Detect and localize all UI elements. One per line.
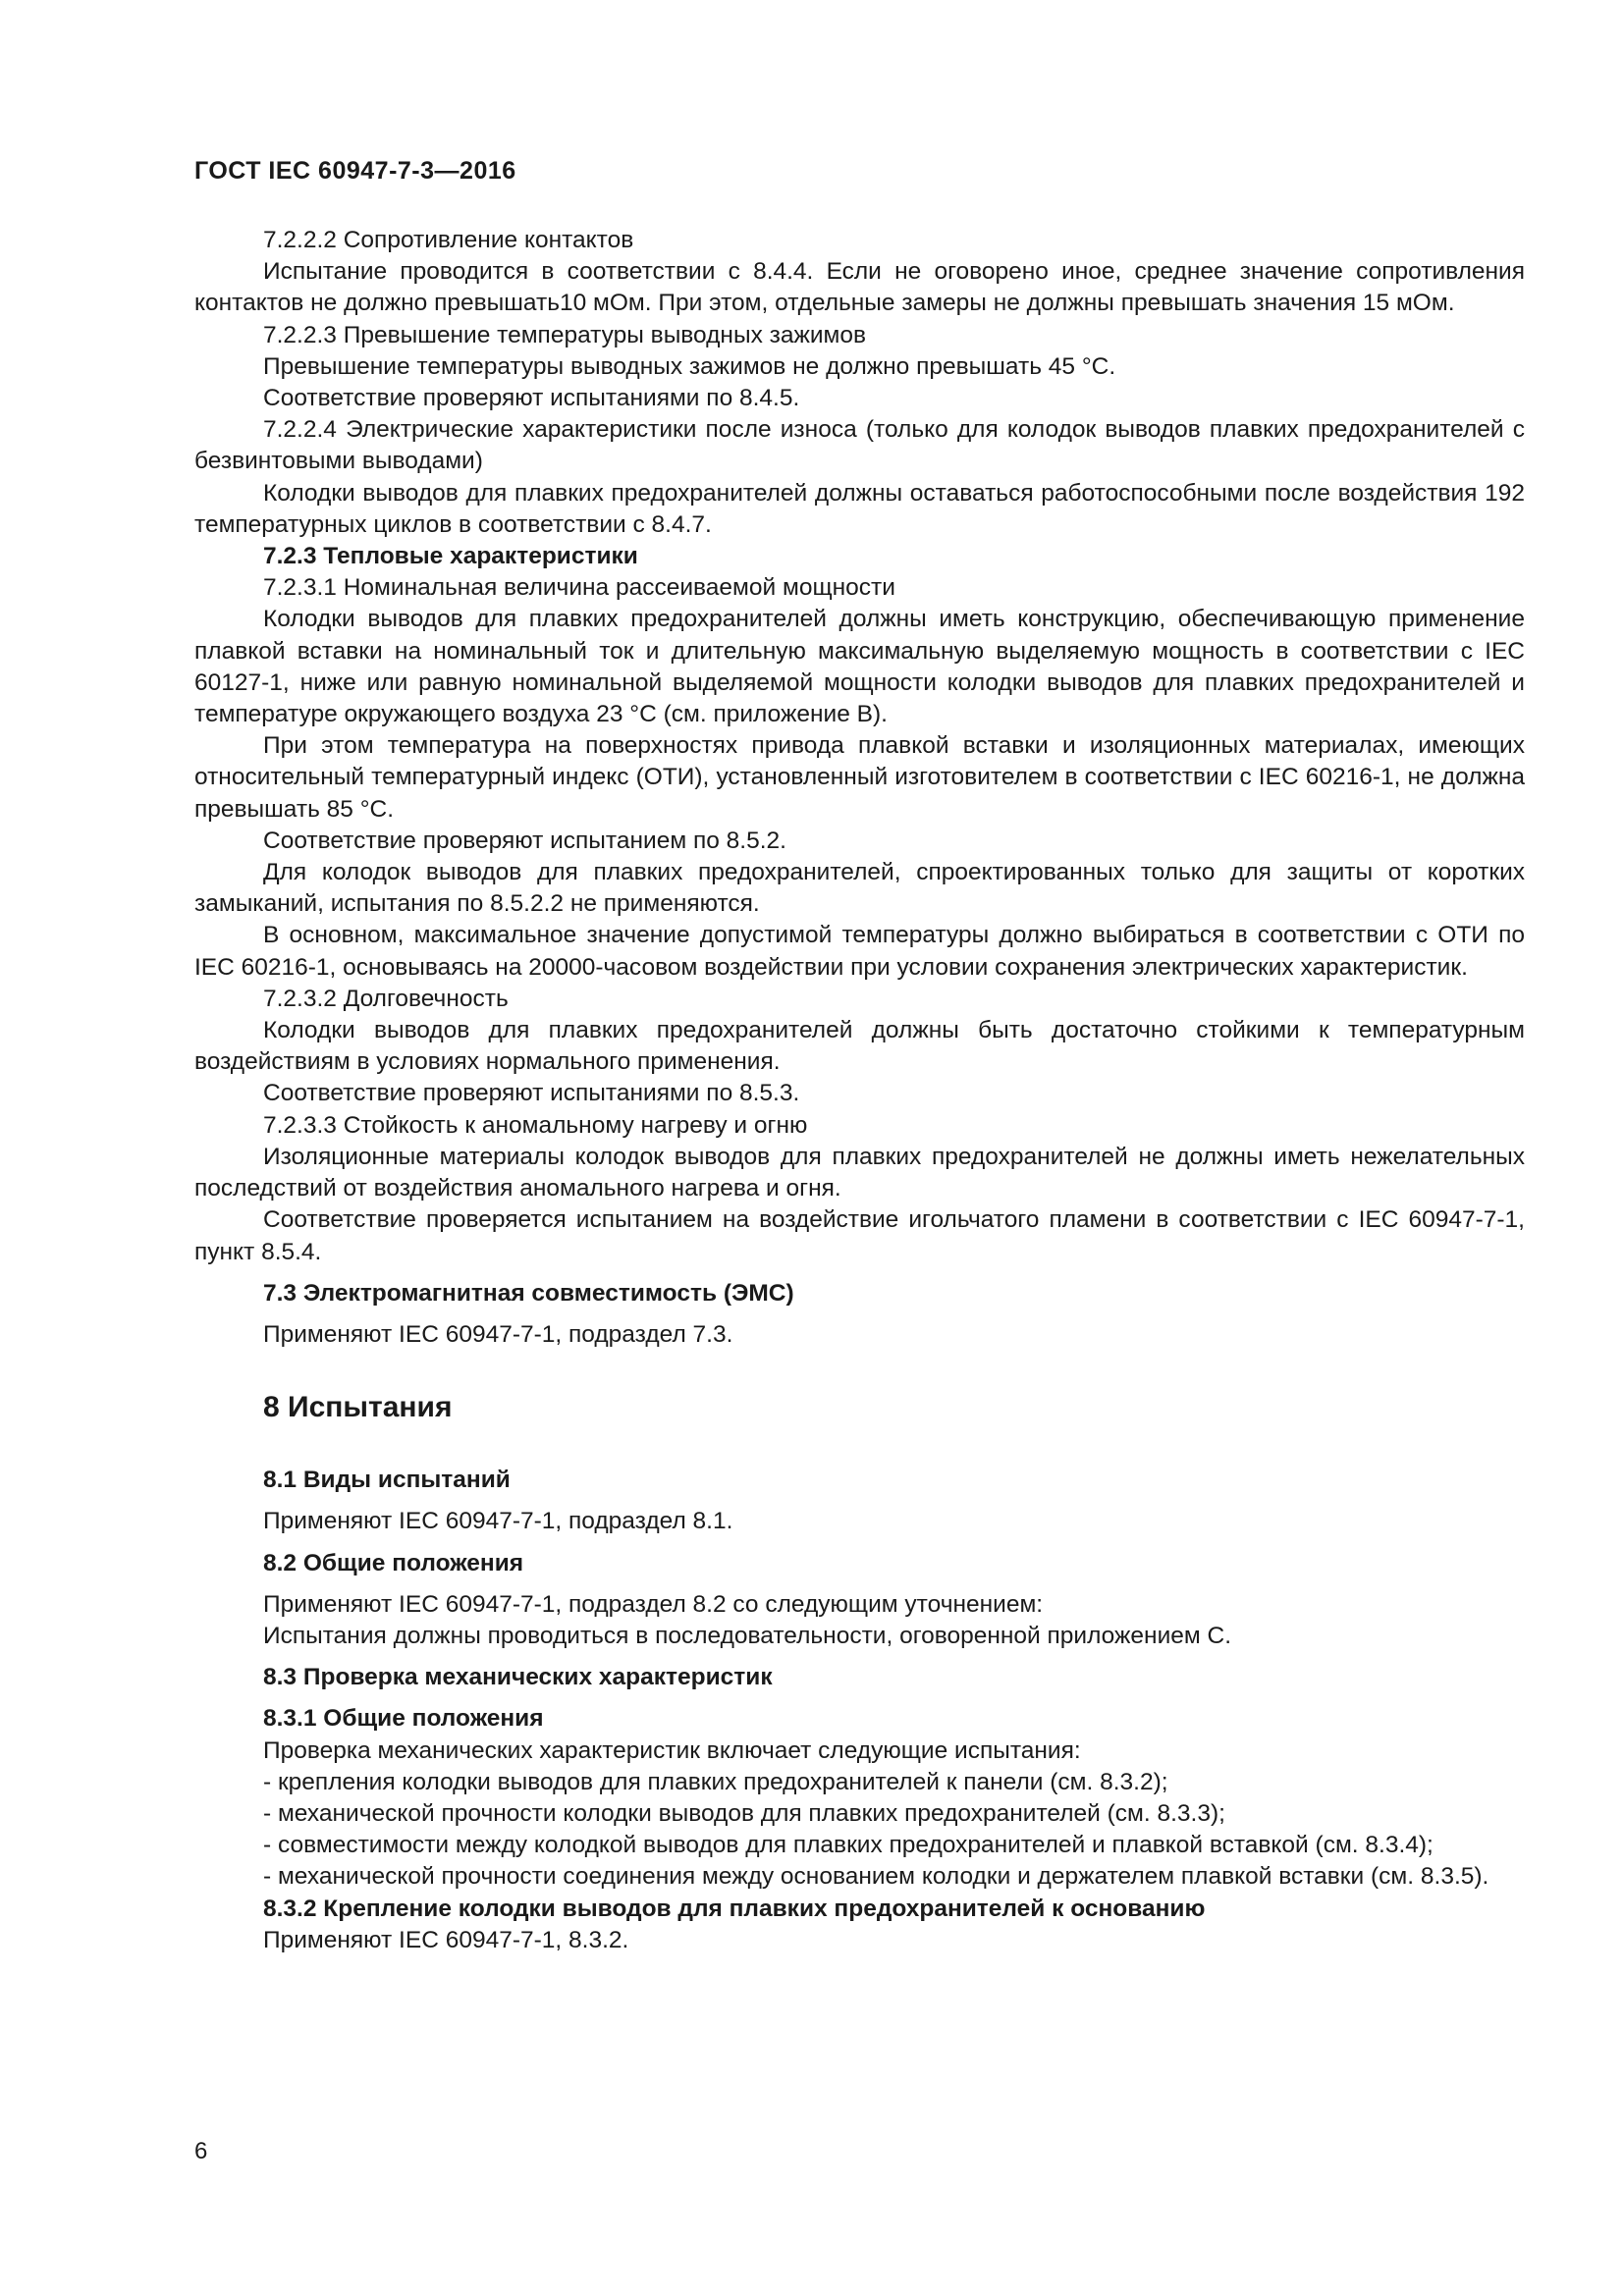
paragraph: Проверка механических характеристик включает следующие испытания: xyxy=(263,1736,1081,1764)
paragraph: Испытания должны проводиться в последовательности, оговоренной приложением С. xyxy=(263,1622,1232,1649)
chapter-heading-8: 8 Испытания xyxy=(263,1391,453,1424)
clause-7-2-2-3-title: 7.2.2.3 Превышение температуры выводных зажимов xyxy=(263,321,867,348)
clause-7-2-3-3-title: 7.2.3.3 Стойкость к аномальному нагреву и огню xyxy=(263,1111,808,1139)
section-heading-8-2: 8.2 Общие положения xyxy=(263,1549,524,1576)
paragraph: Применяют IEC 60947-7-1, подраздел 8.2 со следующим уточнением: xyxy=(263,1590,1044,1618)
section-heading-8-3-2: 8.3.2 Крепление колодки выводов для плавких предохранителей к основанию xyxy=(263,1895,1206,1922)
paragraph: Для колодок выводов для плавких предохранителей, спроектированных только для защиты от коротких замыканий, испытания по 8.5.2.2 не применяются. xyxy=(194,859,1525,918)
paragraph: Применяют IEC 60947-7-1, подраздел 8.1. xyxy=(263,1508,733,1535)
paragraph: Соответствие проверяют испытанием по 8.5.2. xyxy=(263,827,786,854)
section-heading-8-3: 8.3 Проверка механических характеристик xyxy=(263,1664,773,1691)
paragraph: Колодки выводов для плавких предохранителей должны быть достаточно стойкими к температурным воздействиям в условиях нормального применения. xyxy=(194,1017,1525,1076)
document-body xyxy=(194,225,1525,1956)
paragraph: Соответствие проверяют испытаниями по 8.5.3. xyxy=(263,1080,800,1107)
clause-7-2-3-2-title: 7.2.3.2 Долговечность xyxy=(263,985,509,1012)
section-heading-8-3-1: 8.3.1 Общие положения xyxy=(263,1705,544,1733)
paragraph: Колодки выводов для плавких предохранителей должны оставаться работоспособными после воздействия 192 температурных циклов в соответствии с 8.4.7. xyxy=(194,479,1525,538)
section-heading-7-2-3: 7.2.3 Тепловые характеристики xyxy=(263,543,638,570)
paragraph: При этом температура на поверхностях привода плавкой вставки и изоляционных материалах, имеющих относительный температурный индекс (ОТИ), установленный изготовителем в соответствии с IEC 60216-1, не должна превышать 85 °С. xyxy=(194,732,1525,823)
list-item: - механической прочности колодки выводов для плавких предохранителей (см. 8.3.3); xyxy=(263,1799,1225,1827)
paragraph: Соответствие проверяют испытаниями по 8.4.5. xyxy=(263,385,800,412)
paragraph: Соответствие проверяется испытанием на воздействие игольчатого пламени в соответствии с IEC 60947-7-1, пункт 8.5.4. xyxy=(194,1206,1525,1265)
list-item: - механической прочности соединения между основанием колодки и держателем плавкой вставки (см. 8.3.5). xyxy=(263,1863,1489,1891)
paragraph: Испытание проводится в соответствии с 8.4.4. Если не оговорено иное, среднее значение сопротивления контактов не должно превышать10 мОм. При этом, отдельные замеры не должны превышать значения 15 мОм. xyxy=(194,258,1525,317)
clause-7-2-2-4-title: 7.2.2.4 Электрические характеристики после износа (только для колодок выводов плавких предохранителей с безвинтовыми выводами) xyxy=(194,416,1525,475)
standard-header: ГОСТ IEC 60947-7-3—2016 xyxy=(194,157,516,185)
paragraph: Применяют IEC 60947-7-1, подраздел 7.3. xyxy=(263,1320,733,1348)
paragraph: Изоляционные материалы колодок выводов для плавких предохранителей не должны иметь нежелательных последствий от воздействия аномального нагрева и огня. xyxy=(194,1143,1525,1202)
list-item: - совместимости между колодкой выводов для плавких предохранителей и плавкой вставкой (см. 8.3.4); xyxy=(263,1832,1434,1859)
page-number: 6 xyxy=(194,2138,208,2164)
list-item: - крепления колодки выводов для плавких предохранителей к панели (см. 8.3.2); xyxy=(263,1768,1168,1795)
clause-7-2-3-1-title: 7.2.3.1 Номинальная величина рассеиваемой мощности xyxy=(263,574,895,602)
paragraph: Колодки выводов для плавких предохранителей должны иметь конструкцию, обеспечивающую применение плавкой вставки на номинальный ток и длительную максимальную выделяемую мощность в соответствии с IEC 60127-1, ниже или равную номинальной выделяемой мощности колодки выводов для плавких предохранителей и температуре окружающего воздуха 23 °С (см. приложение В). xyxy=(194,606,1525,728)
paragraph: Превышение температуры выводных зажимов не должно превышать 45 °С. xyxy=(263,352,1116,380)
paragraph: В основном, максимальное значение допустимой температуры должно выбираться в соответствии с ОТИ по IEC 60216-1, основываясь на 20000-часовом воздействии при условии сохранения электрических характеристик. xyxy=(194,922,1525,981)
section-heading-8-1: 8.1 Виды испытаний xyxy=(263,1467,511,1494)
document-page xyxy=(194,157,1525,1956)
clause-7-2-2-2-title: 7.2.2.2 Сопротивление контактов xyxy=(263,227,634,253)
section-heading-7-3: 7.3 Электромагнитная совместимость (ЭМС) xyxy=(263,1279,794,1307)
paragraph: Применяют IEC 60947-7-1, 8.3.2. xyxy=(263,1926,629,1953)
